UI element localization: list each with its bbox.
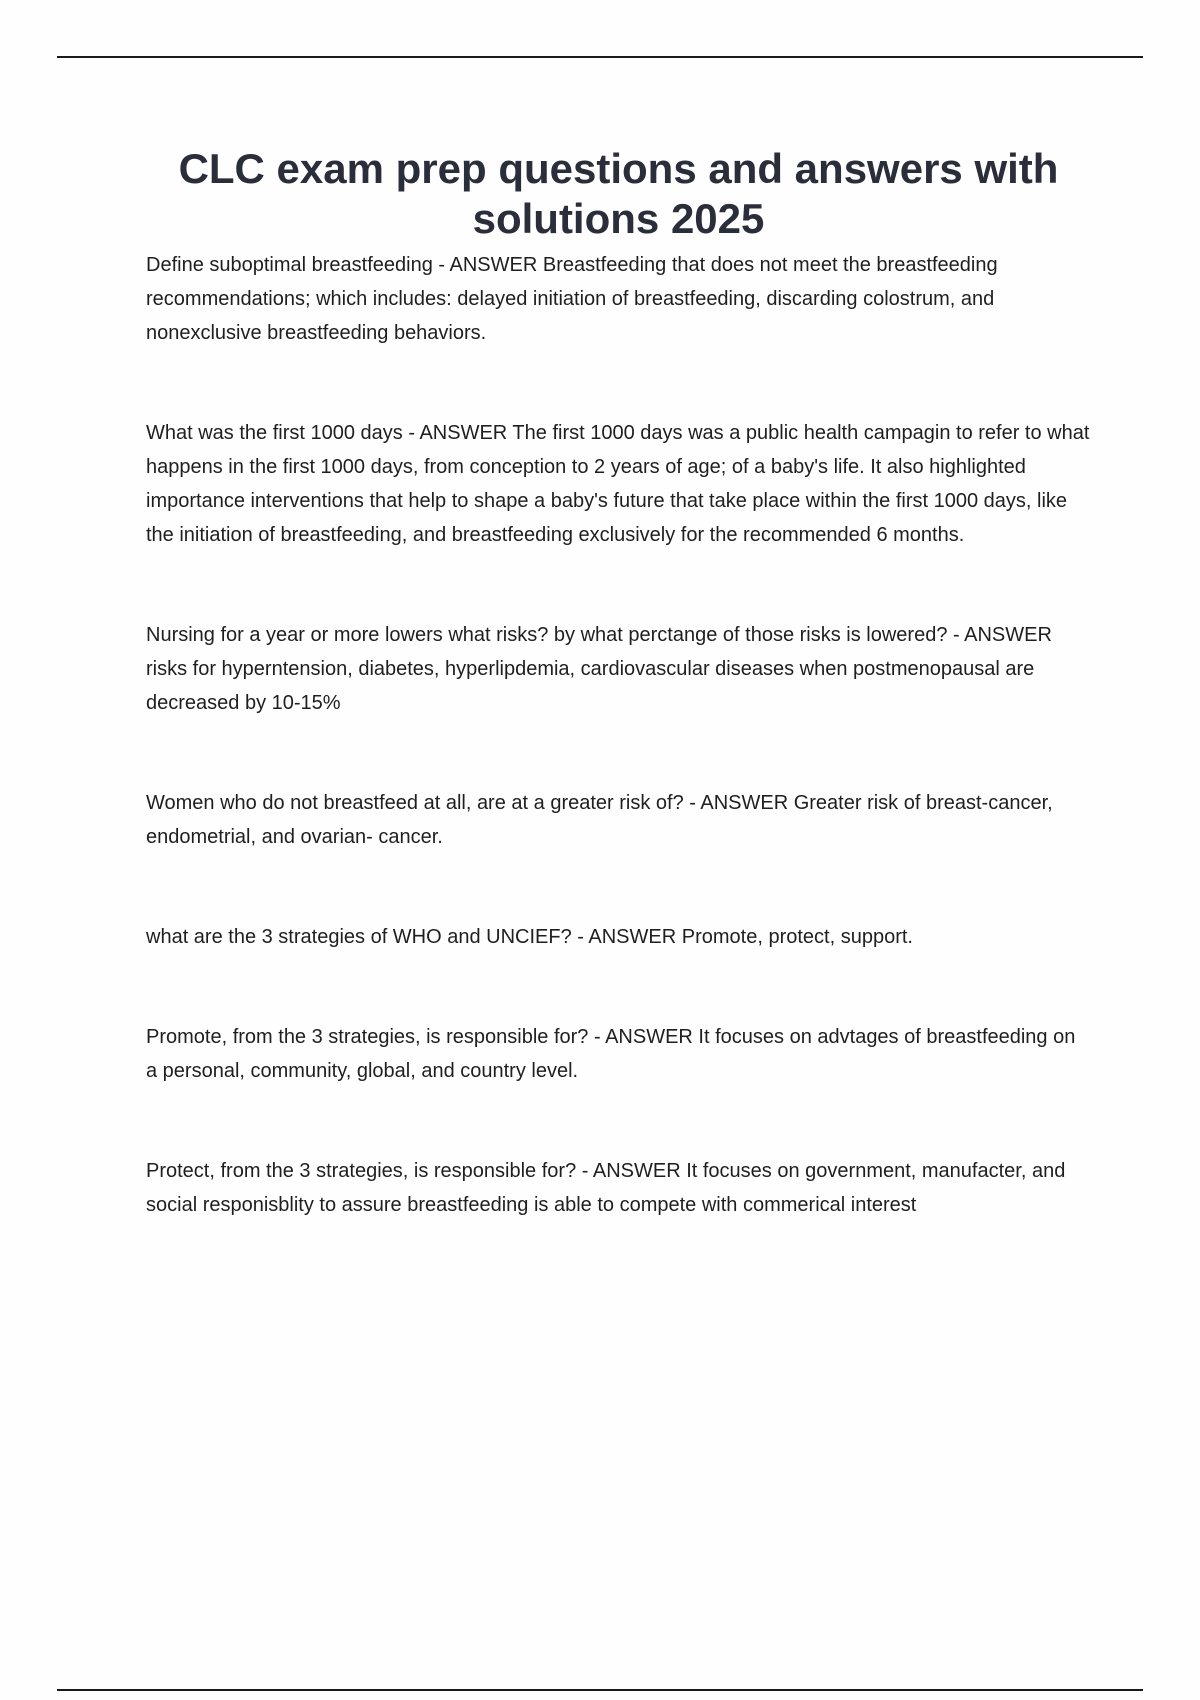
qa-item: Women who do not breastfeed at all, are at a greater risk of? - ANSWER Greater risk of breast-cancer, endometrial, and ovarian- cancer. <box>146 792 1053 848</box>
qa-item: Promote, from the 3 strategies, is responsible for? - ANSWER It focuses on advtages of breastfeeding on a personal, community, global, and country level. <box>146 1026 1076 1082</box>
qa-item: what are the 3 strategies of WHO and UNCIEF? - ANSWER Promote, protect, support. <box>146 926 913 948</box>
top-divider <box>57 56 1143 58</box>
qa-item: Nursing for a year or more lowers what risks? by what perctange of those risks is lowered? - ANSWER risks for hyperntension, diabetes, hyperlipdemia, cardiovascular diseases when postmenopausal are decreased by 10-15% <box>146 624 1052 714</box>
bottom-divider <box>57 1689 1143 1691</box>
qa-item: Define suboptimal breastfeeding - ANSWER Breastfeeding that does not meet the breastfeeding recommendations; which includes: delayed initiation of breastfeeding, discarding colostrum, and nonexclusive breastfeeding behaviors. <box>146 254 998 344</box>
document-title: CLC exam prep questions and answers with solutions 2025 <box>178 145 1059 242</box>
qa-list <box>146 248 1091 1222</box>
qa-item: Protect, from the 3 strategies, is responsible for? - ANSWER It focuses on government, manufacter, and social responisblity to assure breastfeeding is able to compete with commerical interest <box>146 1160 1066 1216</box>
qa-item: What was the first 1000 days - ANSWER The first 1000 days was a public health campagin to refer to what happens in the first 1000 days, from conception to 2 years of age; of a baby's life. It also highlighted importance interventions that help to shape a baby's future that take place within the first 1000 days, like the initiation of breastfeeding, and breastfeeding exclusively for the recommended 6 months. <box>146 422 1090 546</box>
document-page <box>146 144 1091 1288</box>
